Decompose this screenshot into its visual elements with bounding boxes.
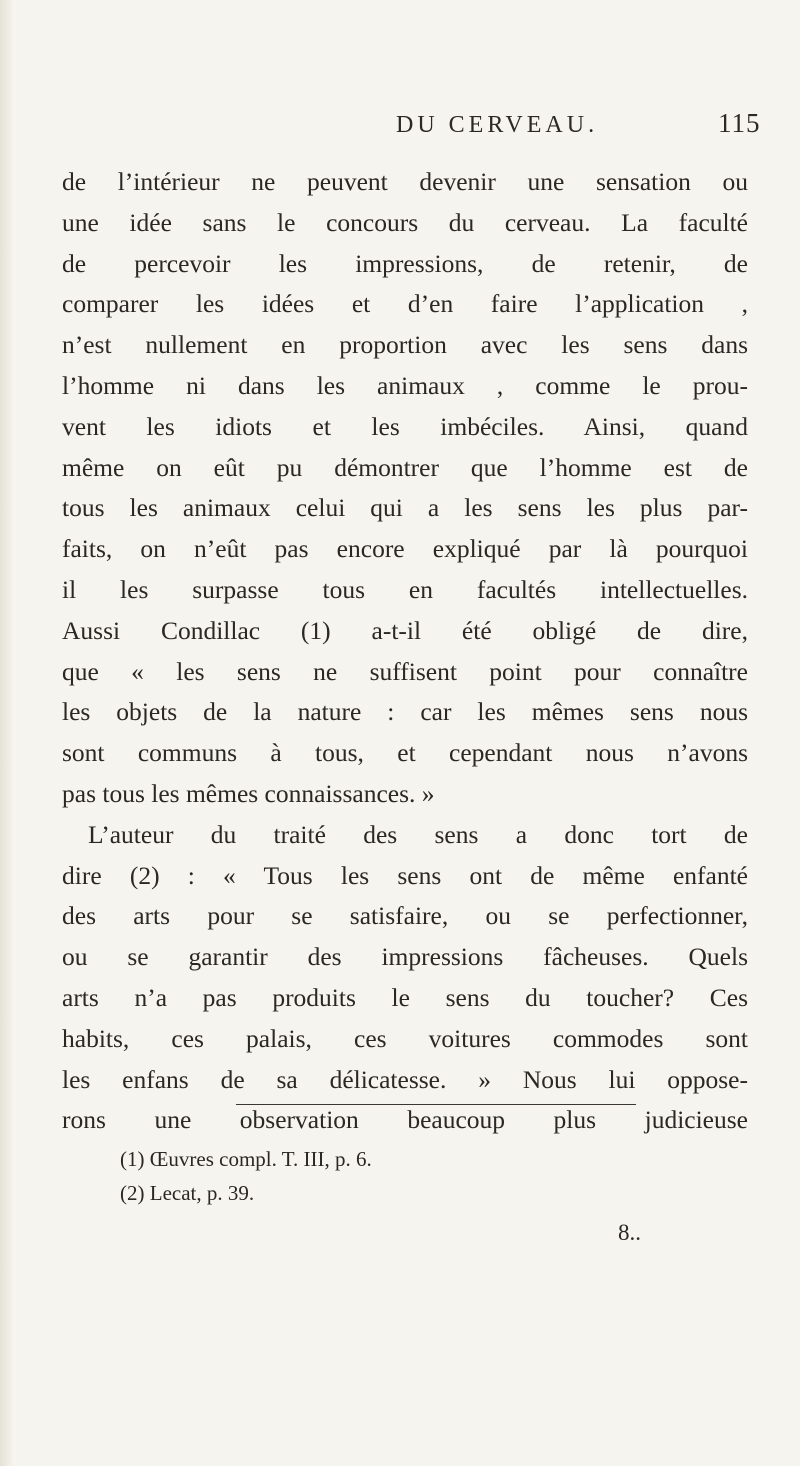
footnote: (1) Œuvres compl. T. III, p. 6. <box>120 1147 372 1171</box>
running-title: DU CERVEAU. <box>396 112 599 138</box>
text-line: comparer les idées et d’en faire l’application , <box>62 289 748 319</box>
text-line: arts n’a pas produits le sens du toucher? Ces <box>62 982 748 1012</box>
text-line: sont communs à tous, et cependant nous n’avons <box>62 738 748 768</box>
text-line: une idée sans le concours du cerveau. La faculté <box>62 207 748 237</box>
running-head <box>0 108 800 152</box>
text-line: n’est nullement en proportion avec les sens dans <box>62 330 748 360</box>
text-line: rons une observation beaucoup plus judicieuse <box>62 1105 748 1135</box>
page-number: 115 <box>718 108 761 138</box>
text-line: habits, ces palais, ces voitures commodes sont <box>62 1023 748 1053</box>
signature-mark: 8.. <box>618 1220 641 1245</box>
text-line: les objets de la nature : car les mêmes sens nous <box>62 697 748 727</box>
text-line: que « les sens ne suffisent point pour connaître <box>62 656 748 686</box>
text-line: les enfans de sa délicatesse. » Nous lui oppose- <box>62 1064 748 1094</box>
text-line: pas tous les mêmes connaissances. » <box>62 778 435 808</box>
text-line: vent les idiots et les imbéciles. Ainsi, quand <box>62 411 748 441</box>
text-line: L’auteur du traité des sens a donc tort de <box>88 819 748 849</box>
footnote: (2) Lecat, p. 39. <box>120 1181 255 1205</box>
text-line: il les surpasse tous en facultés intellectuelles. <box>62 574 748 604</box>
text-line: dire (2) : « Tous les sens ont de même enfanté <box>62 860 748 890</box>
footnote-divider <box>236 1104 636 1105</box>
text-line: Aussi Condillac (1) a-t-il été obligé de dire, <box>62 615 748 645</box>
text-line: de percevoir les impressions, de retenir, de <box>62 248 748 278</box>
text-line: l’homme ni dans les animaux , comme le prou- <box>62 370 748 400</box>
text-line: faits, on n’eût pas encore expliqué par là pourquoi <box>62 534 748 564</box>
body-text <box>62 162 748 1141</box>
page-gutter-shadow <box>0 0 14 1466</box>
text-line: des arts pour se satisfaire, ou se perfectionner, <box>62 901 748 931</box>
text-line: ou se garantir des impressions fâcheuses. Quels <box>62 942 748 972</box>
text-line: tous les animaux celui qui a les sens les plus par- <box>62 493 748 523</box>
text-line: même on eût pu démontrer que l’homme est de <box>62 452 748 482</box>
text-line: de l’intérieur ne peuvent devenir une sensation ou <box>62 167 748 196</box>
footnotes <box>120 1142 680 1210</box>
